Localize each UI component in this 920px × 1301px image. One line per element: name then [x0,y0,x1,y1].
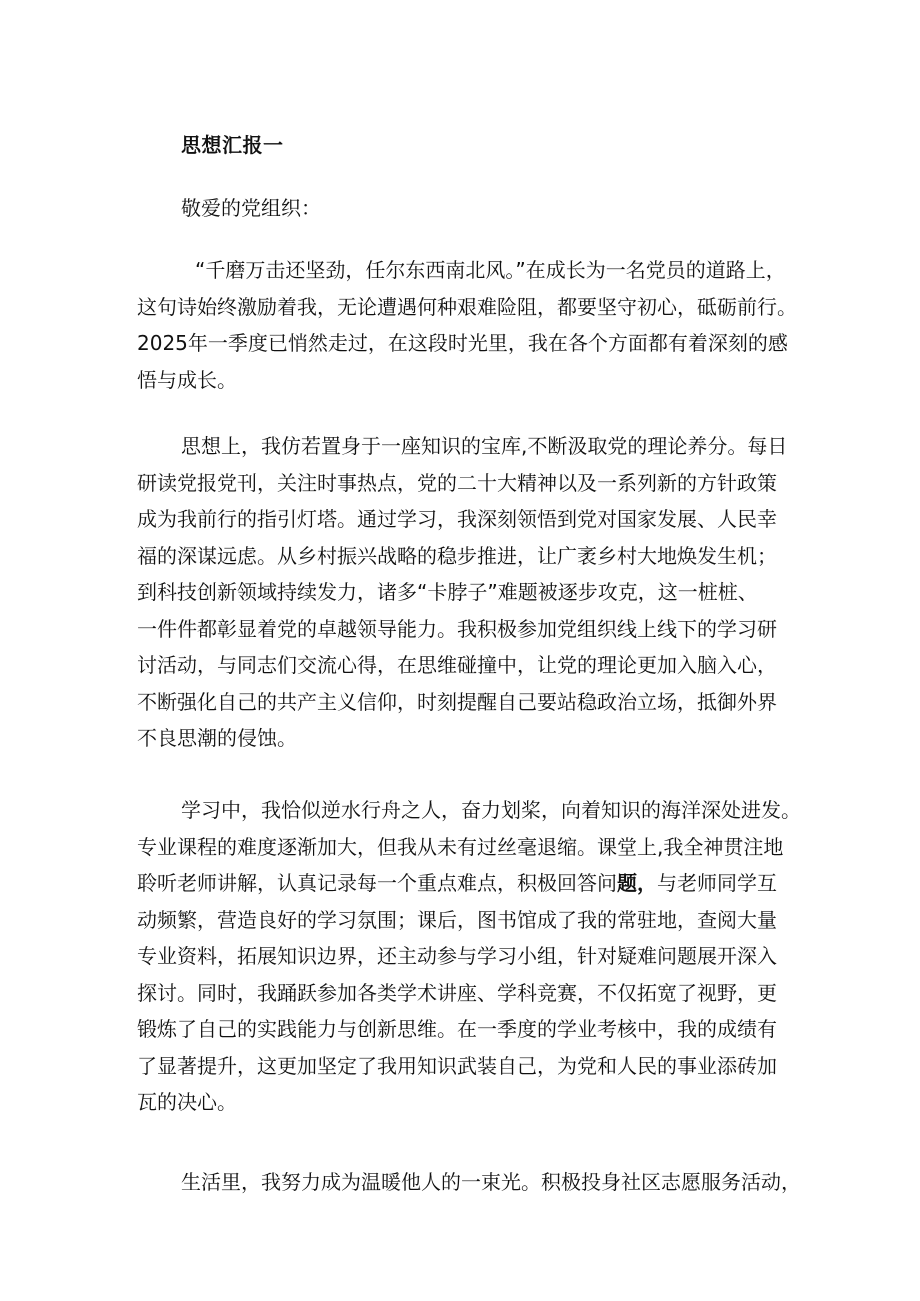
paragraph-line: 了显著提升，这更加坚定了我用知识武装自己，为党和人民的事业添砖加 [137,1053,777,1078]
paragraph-line: 学习中，我恰似逆水行舟之人，奋力划桨，向着知识的海洋深处进发。 [181,798,801,822]
paragraph-line: 成为我前行的指引灯塔。通过学习，我深刻领悟到党对国家发展、人民幸 [137,507,777,531]
paragraph-line: 不良思潮的侵蚀。 [137,726,297,750]
paragraph-line: 动频繁，营造良好的学习氛围；课后，图书馆成了我的常驻地，查阅大量 [137,907,777,932]
paragraph-line: 到科技创新领域持续发力，诸多“卡脖子”难题被逐步攻克，这一桩桩、 [137,580,758,604]
paragraph-line: 不断强化自己的共产主义信仰，时刻提醒自己要站稳政治立场，抵御外界 [137,689,777,714]
paragraph-2 [137,428,807,757]
paragraph-line: 专业资料，拓展知识边界，还主动参与学习小组，针对疑难问题展开深入 [137,944,777,968]
paragraph-line: 一件件都彰显着党的卓越领导能力。我积极参加党组织线上线下的学习研 [137,616,777,641]
salutation: 敬爱的党组织： [181,196,321,220]
paragraph-line [137,865,807,902]
paragraph-line: 思想上，我仿若置身于一座知识的宝库,不断汲取党的理论养分。每日 [181,434,788,458]
paragraph-line: 锻炼了自己的实践能力与创新思维。在一季度的学业考核中，我的成绩有 [137,1017,777,1041]
paragraph-line: 专业课程的难度逐渐加大，但我从未有过丝毫退缩。课堂上,我全神贯注地 [137,834,784,859]
paragraph-line: “千磨万击还坚劲，任尔东西南北风。”在成长为一名党员的道路上， [195,258,786,282]
paragraph-line: 探讨。同时，我踊跃参加各类学术讲座、学科竞赛，不仅拓宽了视野，更 [137,980,777,1005]
paragraph-line: 讨活动，与同志们交流心得，在思维碰撞中，让党的理论更加入脑入心， [137,653,777,677]
line-text: 与老师同学互 [657,871,777,895]
paragraph-line: 这句诗始终激励着我，无论遭遇何种艰难险阻，都要坚守初心，砥砺前行。 [137,294,797,319]
paragraph-line: 2025年一季度已悄然走过，在这段时光里，我在各个方面都有着深刻的感 [137,331,788,355]
paragraph-1 [137,252,807,398]
paragraph-3 [137,792,807,1121]
paragraph-line: 研读党报党刊，关注时事热点，党的二十大精神以及一系列新的方针政策 [137,470,777,495]
document-title: 思想汇报一 [181,133,284,157]
paragraph-line: 悟与成长。 [137,367,237,392]
line-text: 聆听老师讲解，认真记录每一个重点难点，积极回答问 [137,871,617,895]
paragraph-line: 生活里，我努力成为温暖他人的一束光。积极投身社区志愿服务活动， [181,1170,801,1194]
bold-text: 题， [617,871,657,895]
paragraph-line: 福的深谋远虑。从乡村振兴战略的稳步推进，让广袤乡村大地焕发生机； [137,543,777,568]
paragraph-4 [137,1164,807,1201]
paragraph-line: 瓦的决心。 [137,1090,237,1114]
